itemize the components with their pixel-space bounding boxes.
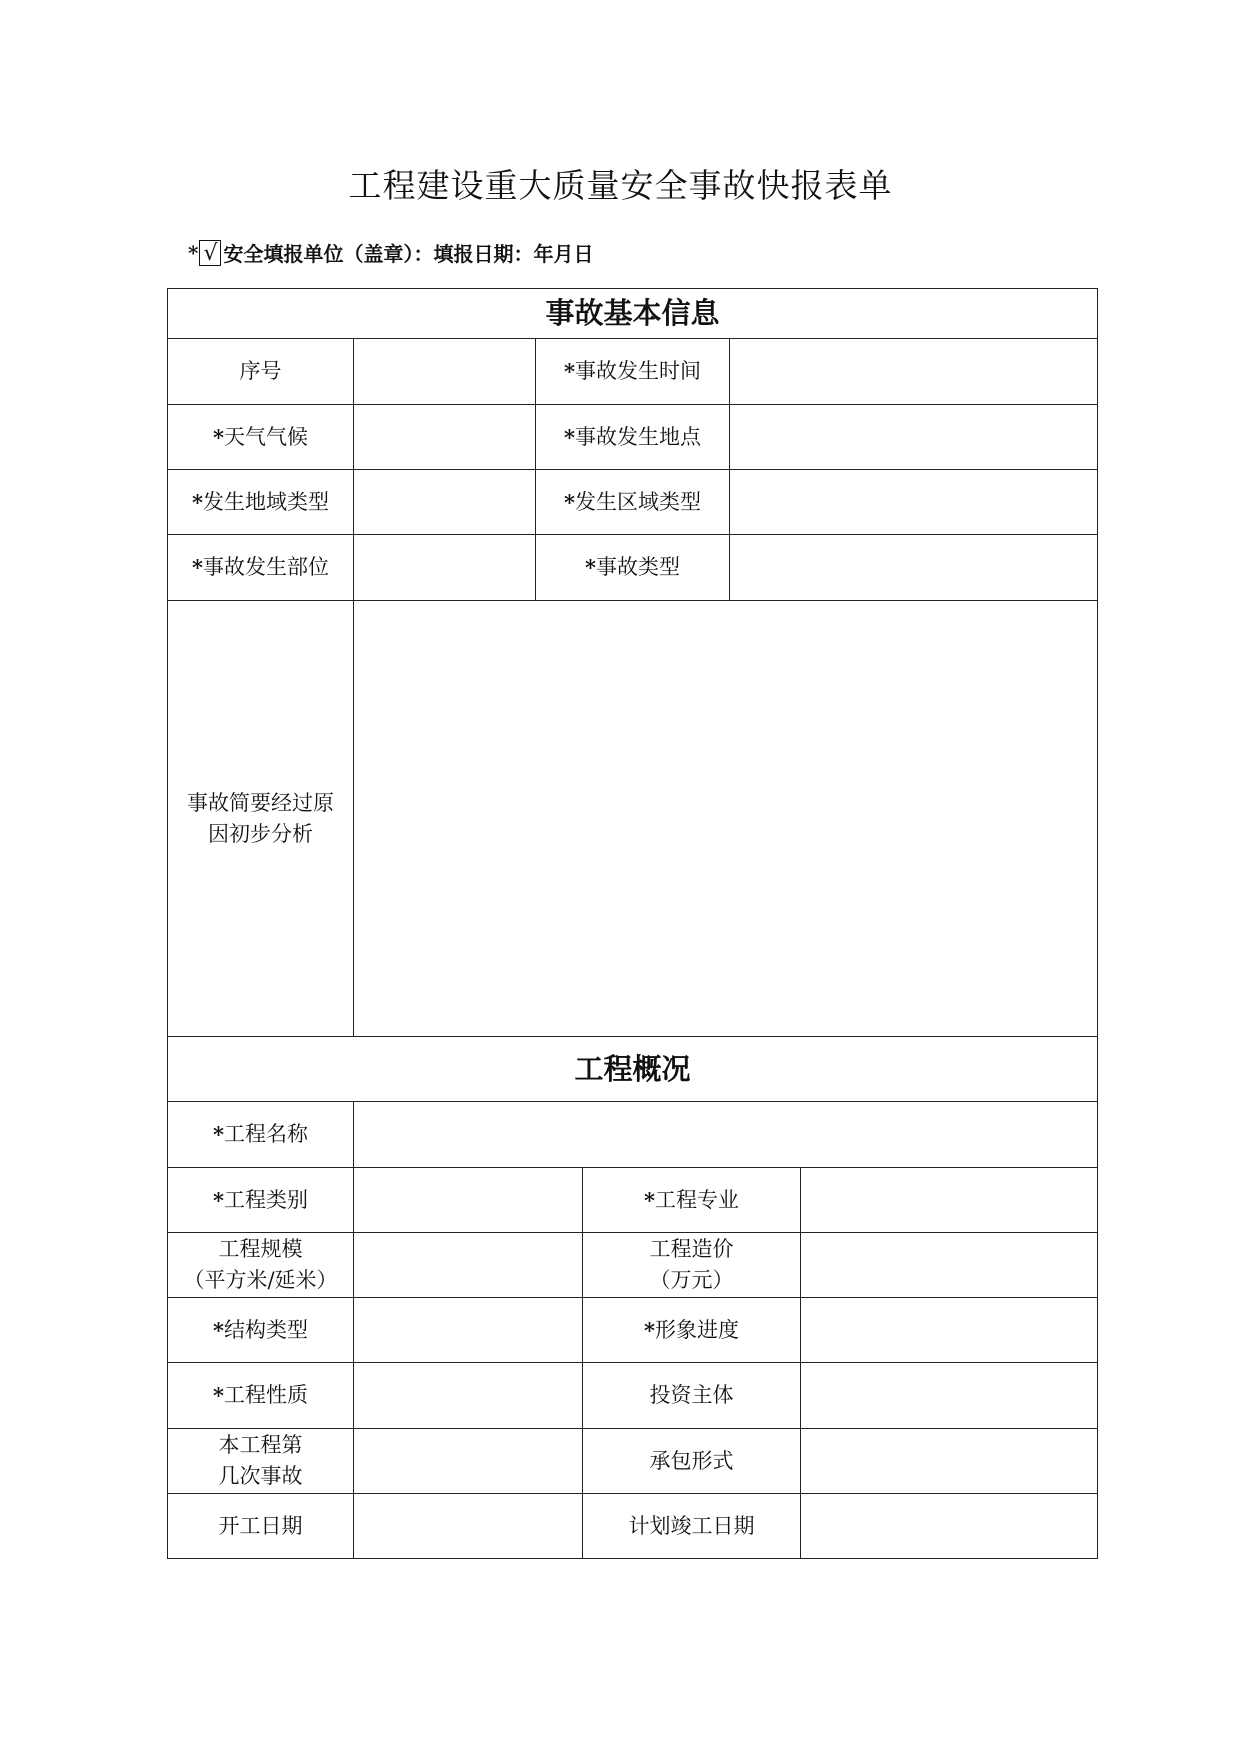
label-category: * 工程类别 <box>168 1168 354 1232</box>
input-analysis[interactable] <box>354 601 1097 1036</box>
form-title: 工程建设重大质量安全事故快报表单 <box>348 166 893 205</box>
table-row <box>168 601 1097 1037</box>
label-structure: * 结构类型 <box>168 1298 354 1362</box>
input-project-name[interactable] <box>354 1102 1097 1167</box>
table-row <box>168 1102 1097 1168</box>
label-location: * 事故发生地点 <box>536 405 730 469</box>
input-scale[interactable] <box>354 1233 583 1297</box>
label-count-line1: 本工程第 <box>218 1433 303 1457</box>
report-form-table <box>167 288 1098 1559</box>
section-row-project <box>168 1037 1097 1102</box>
input-area-type[interactable] <box>730 470 1097 534</box>
label-cost <box>583 1233 801 1297</box>
input-start-date[interactable] <box>354 1494 583 1558</box>
label-analysis <box>168 601 354 1036</box>
table-row <box>168 339 1097 405</box>
label-project-name: * 工程名称 <box>168 1102 354 1167</box>
input-terrain-type[interactable] <box>354 470 536 534</box>
section-row-basic <box>168 289 1097 339</box>
input-cost[interactable] <box>801 1233 1097 1297</box>
table-row <box>168 1168 1097 1233</box>
label-scale-line1: 工程规模 <box>218 1237 303 1261</box>
section-title-project: 工程概况 <box>574 1051 691 1086</box>
input-nature[interactable] <box>354 1363 583 1428</box>
table-row <box>168 1233 1097 1298</box>
label-serial: 序号 <box>168 339 354 404</box>
input-serial[interactable] <box>354 339 536 404</box>
input-part[interactable] <box>354 535 536 600</box>
input-location[interactable] <box>730 405 1097 469</box>
label-nature: * 工程性质 <box>168 1363 354 1428</box>
input-end-date[interactable] <box>801 1494 1097 1558</box>
input-category[interactable] <box>354 1168 583 1232</box>
label-terrain-type: * 发生地域类型 <box>168 470 354 534</box>
label-accident-count <box>168 1429 354 1493</box>
label-analysis-line2: 因初步分析 <box>208 821 313 846</box>
label-part: * 事故发生部位 <box>168 535 354 600</box>
checkbox-checked-icon[interactable]: √ <box>199 240 221 266</box>
input-contract[interactable] <box>801 1429 1097 1493</box>
label-analysis-line1: 事故简要经过原 <box>187 790 334 815</box>
label-investor: 投资主体 <box>583 1363 801 1428</box>
label-accident-type: * 事故类型 <box>536 535 730 600</box>
table-row <box>168 470 1097 535</box>
header-line <box>188 238 593 267</box>
table-row <box>168 535 1097 601</box>
table-row <box>168 405 1097 470</box>
section-title-basic: 事故基本信息 <box>545 296 720 330</box>
table-row <box>168 1429 1097 1494</box>
label-specialty: * 工程专业 <box>583 1168 801 1232</box>
input-progress[interactable] <box>801 1298 1097 1362</box>
label-scale-line2: （平方米/延米） <box>183 1268 338 1292</box>
input-time[interactable] <box>730 339 1097 404</box>
input-structure[interactable] <box>354 1298 583 1362</box>
label-progress: * 形象进度 <box>583 1298 801 1362</box>
input-weather[interactable] <box>354 405 536 469</box>
table-row <box>168 1494 1097 1558</box>
label-count-line2: 几次事故 <box>218 1464 303 1488</box>
input-accident-count[interactable] <box>354 1429 583 1493</box>
label-cost-line2: （万元） <box>649 1268 734 1292</box>
table-row <box>168 1363 1097 1429</box>
label-weather: * 天气气候 <box>168 405 354 469</box>
label-scale <box>168 1233 354 1297</box>
label-start-date: 开工日期 <box>168 1494 354 1558</box>
label-time: * 事故发生时间 <box>536 339 730 404</box>
required-marker: * <box>188 240 199 265</box>
label-cost-line1: 工程造价 <box>649 1237 734 1261</box>
input-accident-type[interactable] <box>730 535 1097 600</box>
label-area-type: * 发生区域类型 <box>536 470 730 534</box>
label-end-date: 计划竣工日期 <box>583 1494 801 1558</box>
label-contract: 承包形式 <box>583 1429 801 1493</box>
table-row <box>168 1298 1097 1363</box>
header-text: 安全填报单位（盖章）：填报日期：年月日 <box>223 242 594 266</box>
input-specialty[interactable] <box>801 1168 1097 1232</box>
input-investor[interactable] <box>801 1363 1097 1428</box>
